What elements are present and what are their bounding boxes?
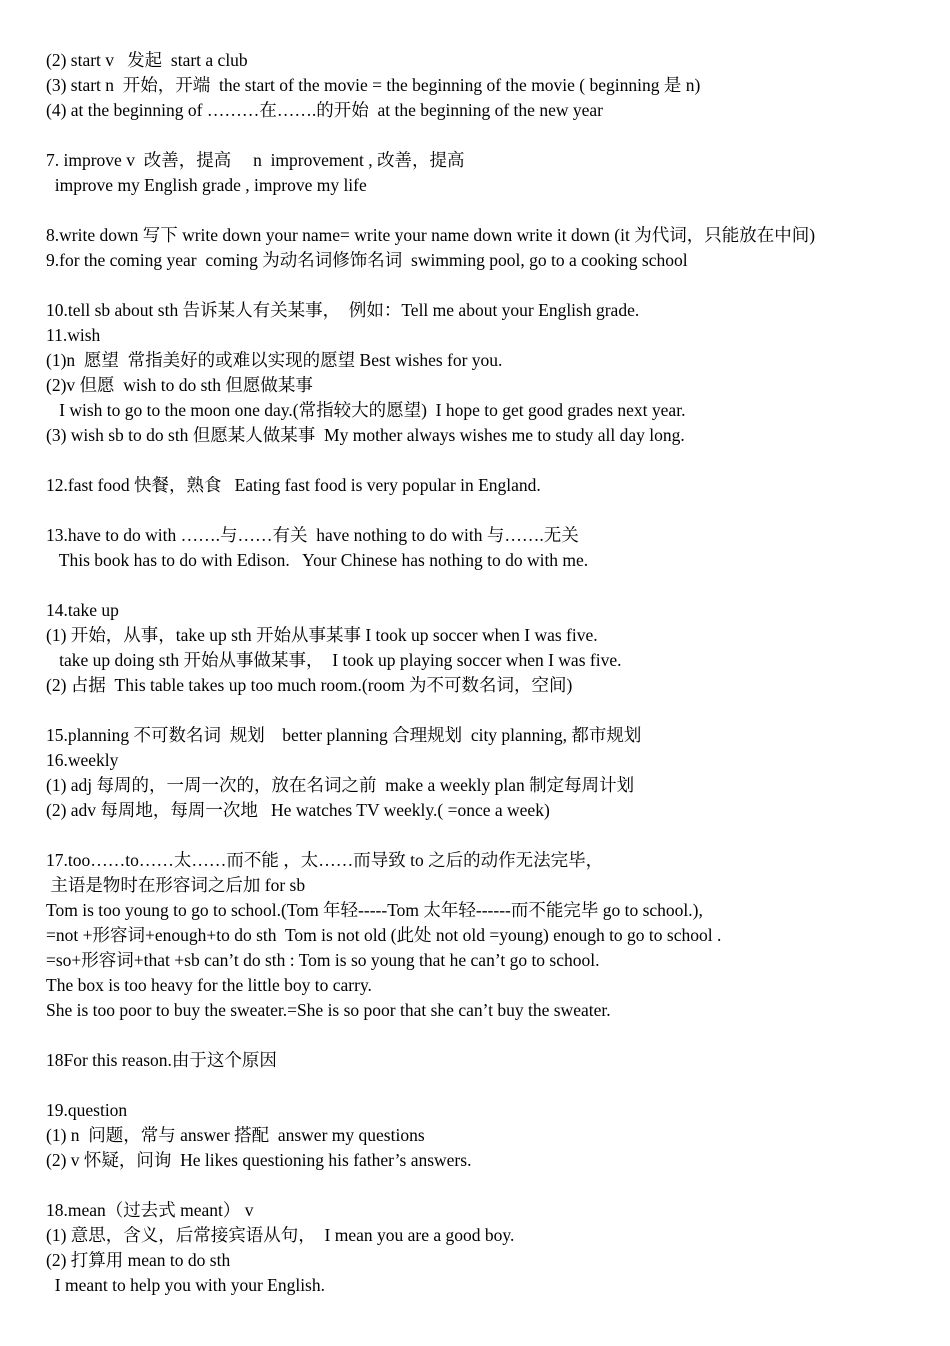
text-line: I wish to go to the moon one day.(常指较大的愿望) I hope to get good grades next year. — [46, 400, 686, 420]
text-line: (2) start v 发起 start a club — [46, 50, 248, 70]
text-line: 18For this reason.由于这个原因 — [46, 1050, 277, 1070]
text-line: (1) adj 每周的，一周一次的，放在名词之前 make a weekly plan 制定每周计划 — [46, 775, 635, 795]
text-line: 12.fast food 快餐，熟食 Eating fast food is very popular in England. — [46, 475, 541, 495]
blank-line — [46, 273, 936, 298]
blank-line — [46, 123, 936, 148]
text-line: (1) 开始，从事，take up sth 开始从事某事 I took up soccer when I was five. — [46, 625, 598, 645]
text-line: (2) v 怀疑，问询 He likes questioning his father’s answers. — [46, 1150, 472, 1170]
text-line: 15.planning 不可数名词 规划 better planning 合理规划 city planning, 都市规划 — [46, 725, 642, 745]
text-line: 7. improve v 改善，提高 n improvement , 改善，提高 — [46, 150, 465, 170]
text-line: (2) adv 每周地，每周一次地 He watches TV weekly.( =once a week) — [46, 800, 550, 820]
text-line: 18.mean（过去式 meant） v — [46, 1200, 254, 1220]
text-line: (2) 打算用 mean to do sth — [46, 1250, 231, 1270]
text-line: 16.weekly — [46, 750, 119, 770]
blank-line — [46, 698, 936, 723]
text-line: 13.have to do with …….与……有关 have nothing to do with 与…….无关 — [46, 525, 579, 545]
text-line: This book has to do with Edison. Your Chinese has nothing to do with me. — [46, 550, 589, 570]
text-line: I meant to help you with your English. — [46, 1275, 325, 1295]
text-line: The box is too heavy for the little boy to carry. — [46, 975, 372, 995]
text-line: (2) 占据 This table takes up too much room.(room 为不可数名词，空间) — [46, 675, 573, 695]
text-line: (2)v 但愿 wish to do sth 但愿做某事 — [46, 375, 313, 395]
text-line: 17.too……to……太……而不能 ，太……而导致 to 之后的动作无法完毕， — [46, 850, 604, 870]
text-line: (3) start n 开始，开端 the start of the movie = the beginning of the movie ( beginning 是 n) — [46, 75, 701, 95]
text-line: =so+形容词+that +sb can’t do sth : Tom is so young that he can’t go to school. — [46, 950, 600, 970]
text-line: She is too poor to buy the sweater.=She is so poor that she can’t buy the sweater. — [46, 1000, 611, 1020]
blank-line — [46, 448, 936, 473]
text-line: 8.write down 写下 write down your name= write your name down write it down (it 为代词，只能放在中间) — [46, 225, 816, 245]
text-line: (1)n 愿望 常指美好的或难以实现的愿望 Best wishes for you. — [46, 350, 503, 370]
text-line: take up doing sth 开始从事做某事， I took up playing soccer when I was five. — [46, 650, 622, 670]
text-line: (3) wish sb to do sth 但愿某人做某事 My mother always wishes me to study all day long. — [46, 425, 685, 445]
document-page — [46, 48, 936, 1298]
blank-line — [46, 1073, 936, 1098]
text-line: improve my English grade , improve my life — [46, 175, 367, 195]
text-line: 14.take up — [46, 600, 119, 620]
text-line: 9.for the coming year coming 为动名词修饰名词 swimming pool, go to a cooking school — [46, 250, 688, 270]
blank-line — [46, 573, 936, 598]
text-line: Tom is too young to go to school.(Tom 年轻-----Tom 太年轻------而不能完毕 go to school.), — [46, 900, 703, 920]
text-line: (1) n 问题，常与 answer 搭配 answer my questions — [46, 1125, 425, 1145]
blank-line — [46, 1173, 936, 1198]
text-line: 11.wish — [46, 325, 101, 345]
blank-line — [46, 823, 936, 848]
blank-line — [46, 1023, 936, 1048]
text-line: 主语是物时在形容词之后加 for sb — [46, 875, 306, 895]
text-line: (1) 意思，含义，后常接宾语从句， I mean you are a good boy. — [46, 1225, 515, 1245]
blank-line — [46, 198, 936, 223]
text-line: 10.tell sb about sth 告诉某人有关某事， 例如：Tell me about your English grade. — [46, 300, 640, 320]
text-line: (4) at the beginning of ………在…….的开始 at the beginning of the new year — [46, 100, 603, 120]
text-line: =not +形容词+enough+to do sth Tom is not old (此处 not old =young) enough to go to school . — [46, 925, 722, 945]
text-line: 19.question — [46, 1100, 128, 1120]
blank-line — [46, 498, 936, 523]
